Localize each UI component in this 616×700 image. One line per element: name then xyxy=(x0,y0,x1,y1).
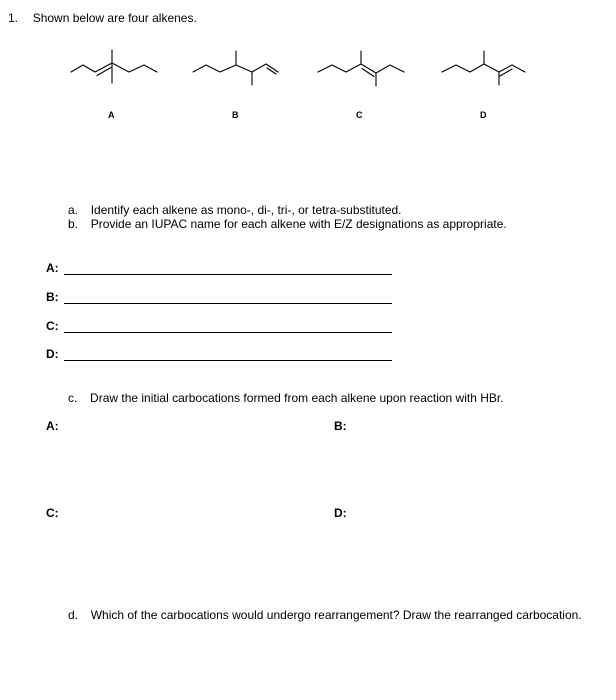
molecule-b-skeleton xyxy=(193,51,278,85)
carbocation-label-c: C: xyxy=(46,506,59,520)
molecule-d-skeleton xyxy=(442,51,525,85)
carbocation-label-d: D: xyxy=(334,506,347,520)
part-d-text: Which of the carbocations would undergo rearrangement? Draw the rearranged carbocation. xyxy=(90,608,582,622)
part-d-marker: d. xyxy=(68,608,79,622)
answer-line-a[interactable] xyxy=(64,274,392,275)
part-b-marker: b. xyxy=(68,217,79,231)
answer-label-a: A: xyxy=(46,261,59,275)
carbocation-label-a: A: xyxy=(46,419,59,433)
part-d xyxy=(68,608,582,622)
answer-label-b: B: xyxy=(46,290,59,304)
question-text: Shown below are four alkenes. xyxy=(32,11,197,25)
part-c-marker: c. xyxy=(68,391,78,405)
molecule-label-a: A xyxy=(108,110,115,120)
answer-line-c[interactable] xyxy=(64,332,392,333)
molecule-c-skeleton xyxy=(318,51,404,86)
part-c xyxy=(68,391,504,405)
molecule-label-c: C xyxy=(356,110,363,120)
carbocation-label-b: B: xyxy=(334,419,347,433)
part-a-marker: a. xyxy=(68,203,79,217)
part-b-text: Provide an IUPAC name for each alkene with E/Z designations as appropriate. xyxy=(90,217,507,231)
part-b xyxy=(68,217,507,231)
answer-label-c: C: xyxy=(46,319,59,333)
part-a-text: Identify each alkene as mono-, di-, tri-, or tetra-substituted. xyxy=(90,203,402,217)
part-c-text: Draw the initial carbocations formed from each alkene upon reaction with HBr. xyxy=(90,391,504,405)
answer-label-d: D: xyxy=(46,347,59,361)
molecule-label-d: D xyxy=(480,110,487,120)
part-a xyxy=(68,203,402,217)
alkene-structures xyxy=(0,48,616,128)
molecule-a-skeleton xyxy=(71,50,157,83)
question-header xyxy=(8,11,197,25)
answer-line-d[interactable] xyxy=(64,360,392,361)
answer-line-b[interactable] xyxy=(64,303,392,304)
molecule-label-b: B xyxy=(232,110,239,120)
question-number: 1. xyxy=(8,11,19,25)
